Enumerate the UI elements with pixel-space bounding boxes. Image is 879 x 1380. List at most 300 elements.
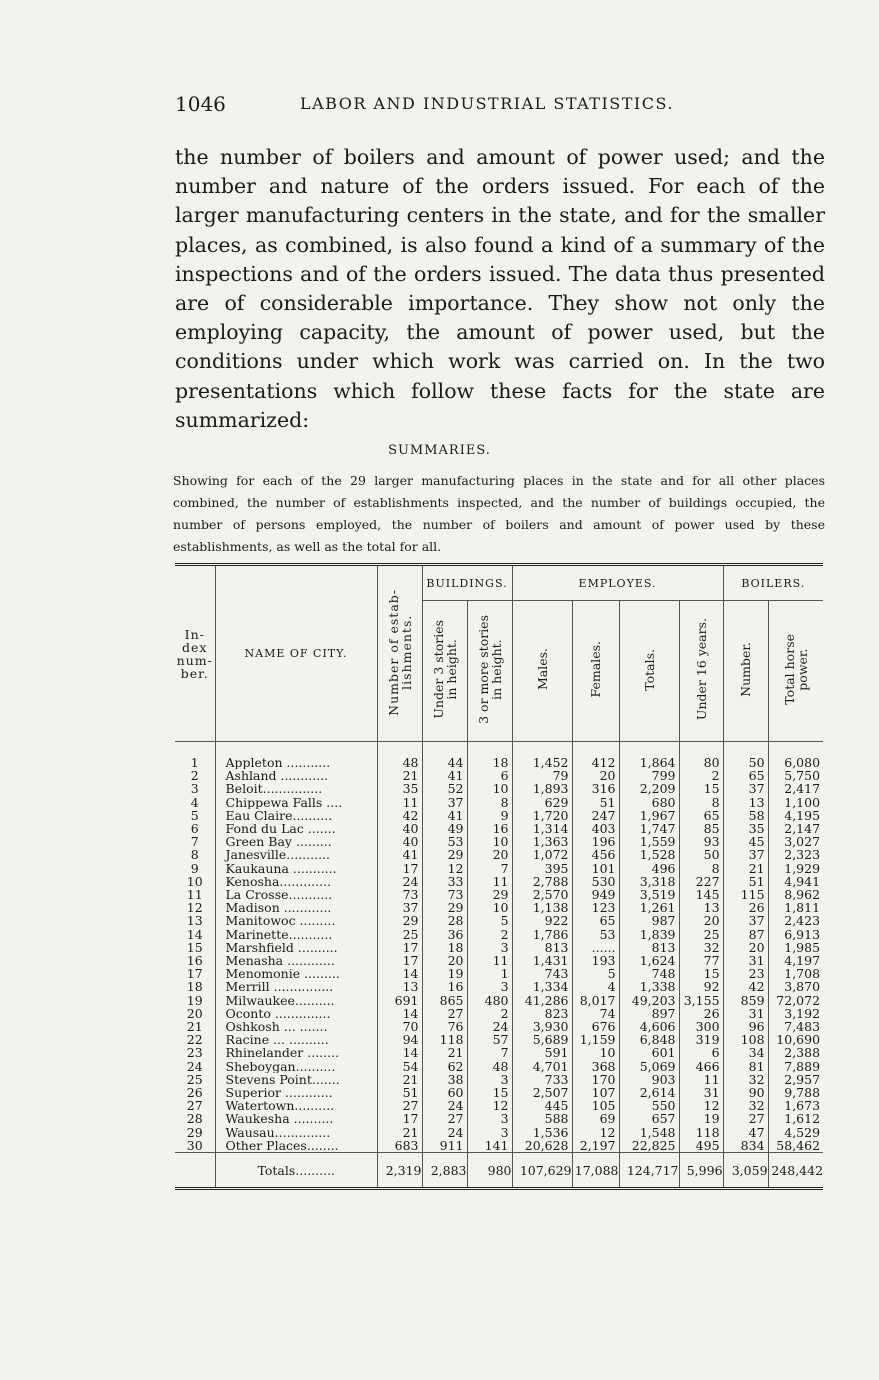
males-cell: 2,507	[512, 1086, 572, 1099]
males-cell: 1,452	[512, 742, 572, 770]
over3-cell: 11	[467, 875, 512, 888]
city-name-cell: Eau Claire..........	[215, 809, 377, 822]
city-name-cell: Oshkosh ... .......	[215, 1020, 377, 1033]
table-row	[175, 914, 823, 927]
establishments-cell: 21	[377, 1126, 422, 1139]
boilers-number-cell: 32	[723, 1099, 768, 1112]
males-cell: 823	[512, 1007, 572, 1020]
city-name-cell: Fond du Lac .......	[215, 822, 377, 835]
totals-header: Totals.	[619, 601, 679, 742]
under3-cell: 21	[422, 1046, 467, 1059]
table-row	[175, 1086, 823, 1099]
over3-header: 3 or more stories in height.	[467, 601, 512, 742]
over3-cell: 3	[467, 1112, 512, 1125]
table-row	[175, 1139, 823, 1153]
over3-cell: 10	[467, 901, 512, 914]
boilers-number-cell: 47	[723, 1126, 768, 1139]
totals-cell: 550	[619, 1099, 679, 1112]
females-cell: 53	[572, 928, 619, 941]
under16-cell: 2	[679, 769, 723, 782]
males-cell: 813	[512, 941, 572, 954]
over3-cell: 12	[467, 1099, 512, 1112]
establishments-cell: 42	[377, 809, 422, 822]
index-cell: 20	[186, 1006, 203, 1021]
under16-cell: 145	[679, 888, 723, 901]
index-cell: 2	[190, 769, 199, 783]
males-cell: 41,286	[512, 994, 572, 1007]
table-caption: Showing for each of the 29 larger manufacturing places in the state and for all other places combined, the number of establishments inspected, and the number of buildings occupied, the number of persons employed, the number of boilers and amount of power used by these establishments, as well as the total for all.	[173, 473, 825, 554]
establishments-cell: 35	[377, 782, 422, 795]
city-name-cell: Kaukauna ...........	[215, 862, 377, 875]
horse-power-cell: 9,788	[768, 1086, 823, 1099]
under16-cell: 26	[679, 1007, 723, 1020]
totals-cell: 1,864	[619, 742, 679, 770]
under3-cell: 20	[422, 954, 467, 967]
under3-cell: 37	[422, 796, 467, 809]
city-name-cell: Madison ............	[215, 901, 377, 914]
totals-cell: 680	[619, 796, 679, 809]
over3-cell: 24	[467, 1020, 512, 1033]
table-row	[175, 848, 823, 861]
totals-cell: 1,261	[619, 901, 679, 914]
over3-cell: 8	[467, 796, 512, 809]
index-cell: 18	[186, 980, 203, 994]
city-name-cell: Rhinelander ........	[215, 1046, 377, 1059]
index-cell: 3	[190, 782, 199, 796]
totals-cell: 1,338	[619, 980, 679, 993]
totals-cell: 897	[619, 1007, 679, 1020]
table-row	[175, 769, 823, 782]
city-name-cell: Marinette...........	[215, 928, 377, 941]
males-cell: 1,893	[512, 782, 572, 795]
horse-power-cell: 6,080	[768, 742, 823, 770]
horse-power-cell: 2,147	[768, 822, 823, 835]
over3-cell: 48	[467, 1060, 512, 1073]
males-cell: 5,689	[512, 1033, 572, 1046]
horse-power-cell: 8,962	[768, 888, 823, 901]
females-cell: 5	[572, 967, 619, 980]
table-row	[175, 967, 823, 980]
table-row	[175, 1099, 823, 1112]
under3-cell: 33	[422, 875, 467, 888]
females-header: Females.	[572, 601, 619, 742]
horse-power-cell: 3,027	[768, 835, 823, 848]
under16-cell: 227	[679, 875, 723, 888]
city-name-cell: Ashland ............	[215, 769, 377, 782]
females-cell: 193	[572, 954, 619, 967]
under16-cell: 13	[679, 901, 723, 914]
index-cell: 22	[186, 1033, 203, 1047]
females-cell: 170	[572, 1073, 619, 1086]
totals-cell: 799	[619, 769, 679, 782]
city-name-cell: Manitowoc .........	[215, 914, 377, 927]
boilers-number-cell: 834	[723, 1139, 768, 1153]
summary-table	[175, 563, 823, 1190]
index-cell: 14	[186, 927, 203, 941]
under3-cell: 36	[422, 928, 467, 941]
running-title: LABOR AND INDUSTRIAL STATISTICS.	[300, 94, 674, 113]
establishments-cell: 21	[377, 769, 422, 782]
females-cell: 105	[572, 1099, 619, 1112]
females-cell: 12	[572, 1126, 619, 1139]
index-cell: 25	[186, 1072, 203, 1087]
totals-cell: 22,825	[619, 1139, 679, 1153]
under16-cell: 31	[679, 1086, 723, 1099]
totals-cell: 2,209	[619, 782, 679, 795]
establishments-cell: 14	[377, 1046, 422, 1059]
horse-power-cell: 1,612	[768, 1112, 823, 1125]
under3-header: Under 3 stories in height.	[422, 601, 467, 742]
index-cell: 6	[190, 822, 199, 836]
table-row	[175, 782, 823, 795]
females-cell: 4	[572, 980, 619, 993]
males-cell: 1,536	[512, 1126, 572, 1139]
under3-cell: 12	[422, 862, 467, 875]
horse-power-cell: 7,889	[768, 1060, 823, 1073]
establishments-header: Number of estab- lishments.	[377, 565, 422, 742]
horse-power-cell: 4,941	[768, 875, 823, 888]
totals-cell: 2,614	[619, 1086, 679, 1099]
table-row	[175, 742, 823, 770]
horse-power-cell: 1,673	[768, 1099, 823, 1112]
horse-power-cell: 1,100	[768, 796, 823, 809]
horse-power-cell: 4,195	[768, 809, 823, 822]
index-cell: 16	[186, 954, 203, 968]
boilers-number-cell: 108	[723, 1033, 768, 1046]
table-row	[175, 941, 823, 954]
establishments-cell: 70	[377, 1020, 422, 1033]
males-cell: 3,930	[512, 1020, 572, 1033]
table-row	[175, 875, 823, 888]
totals-cell: 496	[619, 862, 679, 875]
establishments-cell: 17	[377, 1112, 422, 1125]
under16-cell: 25	[679, 928, 723, 941]
city-name-cell: Beloit...............	[215, 782, 377, 795]
establishments-cell: 29	[377, 914, 422, 927]
boilers-number-cell: 27	[723, 1112, 768, 1125]
totals-cell: 6,848	[619, 1033, 679, 1046]
under16-cell: 19	[679, 1112, 723, 1125]
totals-over3: 980	[467, 1153, 512, 1189]
index-cell: 8	[190, 848, 199, 862]
under16-cell: 12	[679, 1099, 723, 1112]
horse-power-cell: 7,483	[768, 1020, 823, 1033]
under16-cell: 3,155	[679, 994, 723, 1007]
under16-cell: 20	[679, 914, 723, 927]
establishments-cell: 73	[377, 888, 422, 901]
females-cell: 51	[572, 796, 619, 809]
under3-cell: 41	[422, 769, 467, 782]
under3-cell: 24	[422, 1126, 467, 1139]
page-number: 1046	[175, 92, 226, 116]
under16-cell: 300	[679, 1020, 723, 1033]
intro-paragraph: the number of boilers and amount of power used; and the number and nature of the orders issued. For each of the larger manufacturing centers in the state, and for the smaller places, as combined, is also found a kind of a summary of the inspections and of the orders issued. The data thus presented are of considerable importance. They show not only the employing capacity, the amount of power used, but the conditions under which work was carried on. In the two presentations which follow these facts for the state are summarized:	[175, 145, 825, 432]
females-cell: 1,159	[572, 1033, 619, 1046]
horse-power-cell: 5,750	[768, 769, 823, 782]
males-cell: 445	[512, 1099, 572, 1112]
males-cell: 79	[512, 769, 572, 782]
under3-cell: 24	[422, 1099, 467, 1112]
over3-cell: 11	[467, 954, 512, 967]
boilers-number-cell: 65	[723, 769, 768, 782]
under3-cell: 865	[422, 994, 467, 1007]
horse-power-cell: 3,192	[768, 1007, 823, 1020]
city-name-cell: Racine ... ..........	[215, 1033, 377, 1046]
summaries-title: SUMMARIES.	[388, 443, 491, 458]
table-row	[175, 862, 823, 875]
over3-cell: 7	[467, 1046, 512, 1059]
city-name-cell: Oconto ..............	[215, 1007, 377, 1020]
under16-cell: 15	[679, 967, 723, 980]
totals-establishments: 2,319	[377, 1153, 422, 1189]
under3-cell: 18	[422, 941, 467, 954]
boilers-number-cell: 21	[723, 862, 768, 875]
city-name-cell: Stevens Point.......	[215, 1073, 377, 1086]
males-cell: 733	[512, 1073, 572, 1086]
males-cell: 1,138	[512, 901, 572, 914]
index-cell: 29	[186, 1125, 203, 1139]
over3-cell: 141	[467, 1139, 512, 1153]
males-cell: 1,431	[512, 954, 572, 967]
horse-power-cell: 1,985	[768, 941, 823, 954]
males-cell: 1,072	[512, 848, 572, 861]
under16-cell: 77	[679, 954, 723, 967]
establishments-cell: 40	[377, 835, 422, 848]
index-header: In- dex num- ber.	[175, 565, 215, 742]
index-cell: 30	[186, 1138, 203, 1153]
totals-cell: 903	[619, 1073, 679, 1086]
establishments-cell: 17	[377, 862, 422, 875]
establishments-cell: 24	[377, 875, 422, 888]
totals-row	[175, 1153, 823, 1189]
table-row	[175, 796, 823, 809]
index-cell: 27	[186, 1099, 203, 1113]
horse-power-cell: 2,388	[768, 1046, 823, 1059]
employes-group-header: EMPLOYES.	[512, 565, 723, 601]
under16-cell: 32	[679, 941, 723, 954]
establishments-cell: 94	[377, 1033, 422, 1046]
establishments-cell: 691	[377, 994, 422, 1007]
females-cell: 949	[572, 888, 619, 901]
males-cell: 2,570	[512, 888, 572, 901]
females-cell: 676	[572, 1020, 619, 1033]
over3-cell: 57	[467, 1033, 512, 1046]
index-cell: 17	[186, 967, 203, 981]
table-row	[175, 1060, 823, 1073]
index-cell: 13	[186, 914, 203, 928]
under3-cell: 60	[422, 1086, 467, 1099]
establishments-cell: 14	[377, 1007, 422, 1020]
city-name-cell: Chippewa Falls ....	[215, 796, 377, 809]
totals-cell: 3,318	[619, 875, 679, 888]
horse-power-cell: 2,423	[768, 914, 823, 927]
totals-cell: 49,203	[619, 994, 679, 1007]
males-cell: 1,314	[512, 822, 572, 835]
females-cell: 10	[572, 1046, 619, 1059]
totals-cell: 748	[619, 967, 679, 980]
boilers-number-cell: 115	[723, 888, 768, 901]
over3-cell: 2	[467, 1007, 512, 1020]
over3-cell: 5	[467, 914, 512, 927]
table-row	[175, 835, 823, 848]
establishments-cell: 13	[377, 980, 422, 993]
totals-cell: 601	[619, 1046, 679, 1059]
horse-power-cell: 4,197	[768, 954, 823, 967]
over3-cell: 3	[467, 1126, 512, 1139]
boilers-number-cell: 35	[723, 822, 768, 835]
males-cell: 743	[512, 967, 572, 980]
females-cell: 403	[572, 822, 619, 835]
buildings-group-header: BUILDINGS.	[422, 565, 512, 601]
totals-cell: 987	[619, 914, 679, 927]
horse-power-cell: 1,708	[768, 967, 823, 980]
females-cell: 20	[572, 769, 619, 782]
index-cell: 9	[190, 861, 199, 875]
totals-cell: 1,624	[619, 954, 679, 967]
females-cell: 247	[572, 809, 619, 822]
table-row	[175, 1033, 823, 1046]
totals-totals: 124,717	[619, 1153, 679, 1189]
table-row	[175, 888, 823, 901]
under3-cell: 38	[422, 1073, 467, 1086]
city-name-cell: Menomonie .........	[215, 967, 377, 980]
totals-cell: 1,528	[619, 848, 679, 861]
index-cell: 11	[186, 888, 203, 902]
under3-cell: 27	[422, 1007, 467, 1020]
under3-cell: 52	[422, 782, 467, 795]
index-cell: 19	[186, 993, 203, 1007]
index-cell: 10	[186, 874, 203, 889]
table-row	[175, 901, 823, 914]
table-row	[175, 1046, 823, 1059]
males-cell: 629	[512, 796, 572, 809]
females-cell: 2,197	[572, 1139, 619, 1153]
under3-cell: 73	[422, 888, 467, 901]
boilers-number-cell: 34	[723, 1046, 768, 1059]
table-row	[175, 980, 823, 993]
boilers-number-cell: 23	[723, 967, 768, 980]
males-cell: 588	[512, 1112, 572, 1125]
boilers-number-cell: 37	[723, 782, 768, 795]
establishments-cell: 17	[377, 941, 422, 954]
totals-cell: 1,839	[619, 928, 679, 941]
boilers-number-cell: 42	[723, 980, 768, 993]
females-cell: 74	[572, 1007, 619, 1020]
boilers-number-cell: 859	[723, 994, 768, 1007]
index-cell: 24	[186, 1059, 203, 1073]
boilers-number-cell: 50	[723, 742, 768, 770]
boilers-number-cell: 31	[723, 954, 768, 967]
horse-power-cell: 72,072	[768, 994, 823, 1007]
table-row	[175, 1007, 823, 1020]
boilers-number-cell: 45	[723, 835, 768, 848]
over3-cell: 3	[467, 1073, 512, 1086]
over3-cell: 10	[467, 782, 512, 795]
establishments-cell: 683	[377, 1139, 422, 1153]
city-name-cell: Merrill ...............	[215, 980, 377, 993]
boilers-number-cell: 96	[723, 1020, 768, 1033]
totals-cell: 813	[619, 941, 679, 954]
males-cell: 591	[512, 1046, 572, 1059]
boilers-number-cell: 51	[723, 875, 768, 888]
boilers-number-cell: 58	[723, 809, 768, 822]
males-cell: 2,788	[512, 875, 572, 888]
establishments-cell: 40	[377, 822, 422, 835]
under16-cell: 50	[679, 848, 723, 861]
establishments-cell: 27	[377, 1099, 422, 1112]
boilers-number-cell: 26	[723, 901, 768, 914]
city-name-cell: Waukesha ..........	[215, 1112, 377, 1125]
over3-cell: 2	[467, 928, 512, 941]
over3-cell: 6	[467, 769, 512, 782]
index-cell: 26	[186, 1086, 203, 1100]
under16-cell: 93	[679, 835, 723, 848]
under3-cell: 44	[422, 742, 467, 770]
totals-under3: 2,883	[422, 1153, 467, 1189]
city-name-cell: Watertown..........	[215, 1099, 377, 1112]
under3-cell: 76	[422, 1020, 467, 1033]
over3-cell: 10	[467, 835, 512, 848]
boilers-number-cell: 32	[723, 1073, 768, 1086]
under16-cell: 92	[679, 980, 723, 993]
index-cell: 28	[186, 1112, 203, 1126]
horse-power-cell: 1,929	[768, 862, 823, 875]
index-cell: 4	[190, 795, 199, 809]
under3-cell: 911	[422, 1139, 467, 1153]
horse-power-cell: 3,870	[768, 980, 823, 993]
horse-power-cell: 4,529	[768, 1126, 823, 1139]
under3-cell: 28	[422, 914, 467, 927]
under3-cell: 19	[422, 967, 467, 980]
city-name-cell: Milwaukee..........	[215, 994, 377, 1007]
table-row	[175, 809, 823, 822]
over3-cell: 29	[467, 888, 512, 901]
under3-cell: 53	[422, 835, 467, 848]
males-cell: 922	[512, 914, 572, 927]
index-cell: 1	[190, 755, 199, 770]
under16-cell: 495	[679, 1139, 723, 1153]
totals-cell: 3,519	[619, 888, 679, 901]
totals-cell: 1,548	[619, 1126, 679, 1139]
horse-power-cell: 6,913	[768, 928, 823, 941]
city-name-cell: Menasha ............	[215, 954, 377, 967]
index-cell: 12	[186, 901, 203, 915]
over3-cell: 1	[467, 967, 512, 980]
females-cell: 368	[572, 1060, 619, 1073]
establishments-cell: 54	[377, 1060, 422, 1073]
under3-cell: 49	[422, 822, 467, 835]
under16-cell: 65	[679, 809, 723, 822]
males-cell: 1,334	[512, 980, 572, 993]
under3-cell: 118	[422, 1033, 467, 1046]
boilers-number-cell: 37	[723, 914, 768, 927]
over3-cell: 20	[467, 848, 512, 861]
males-cell: 1,363	[512, 835, 572, 848]
boilers-number-cell: 37	[723, 848, 768, 861]
table-row	[175, 994, 823, 1007]
over3-cell: 15	[467, 1086, 512, 1099]
index-cell: 5	[190, 808, 199, 823]
females-cell: 65	[572, 914, 619, 927]
over3-cell: 3	[467, 980, 512, 993]
under16-cell: 85	[679, 822, 723, 835]
over3-cell: 480	[467, 994, 512, 1007]
over3-cell: 9	[467, 809, 512, 822]
males-cell: 1,720	[512, 809, 572, 822]
over3-cell: 3	[467, 941, 512, 954]
under16-cell: 319	[679, 1033, 723, 1046]
under16-cell: 118	[679, 1126, 723, 1139]
